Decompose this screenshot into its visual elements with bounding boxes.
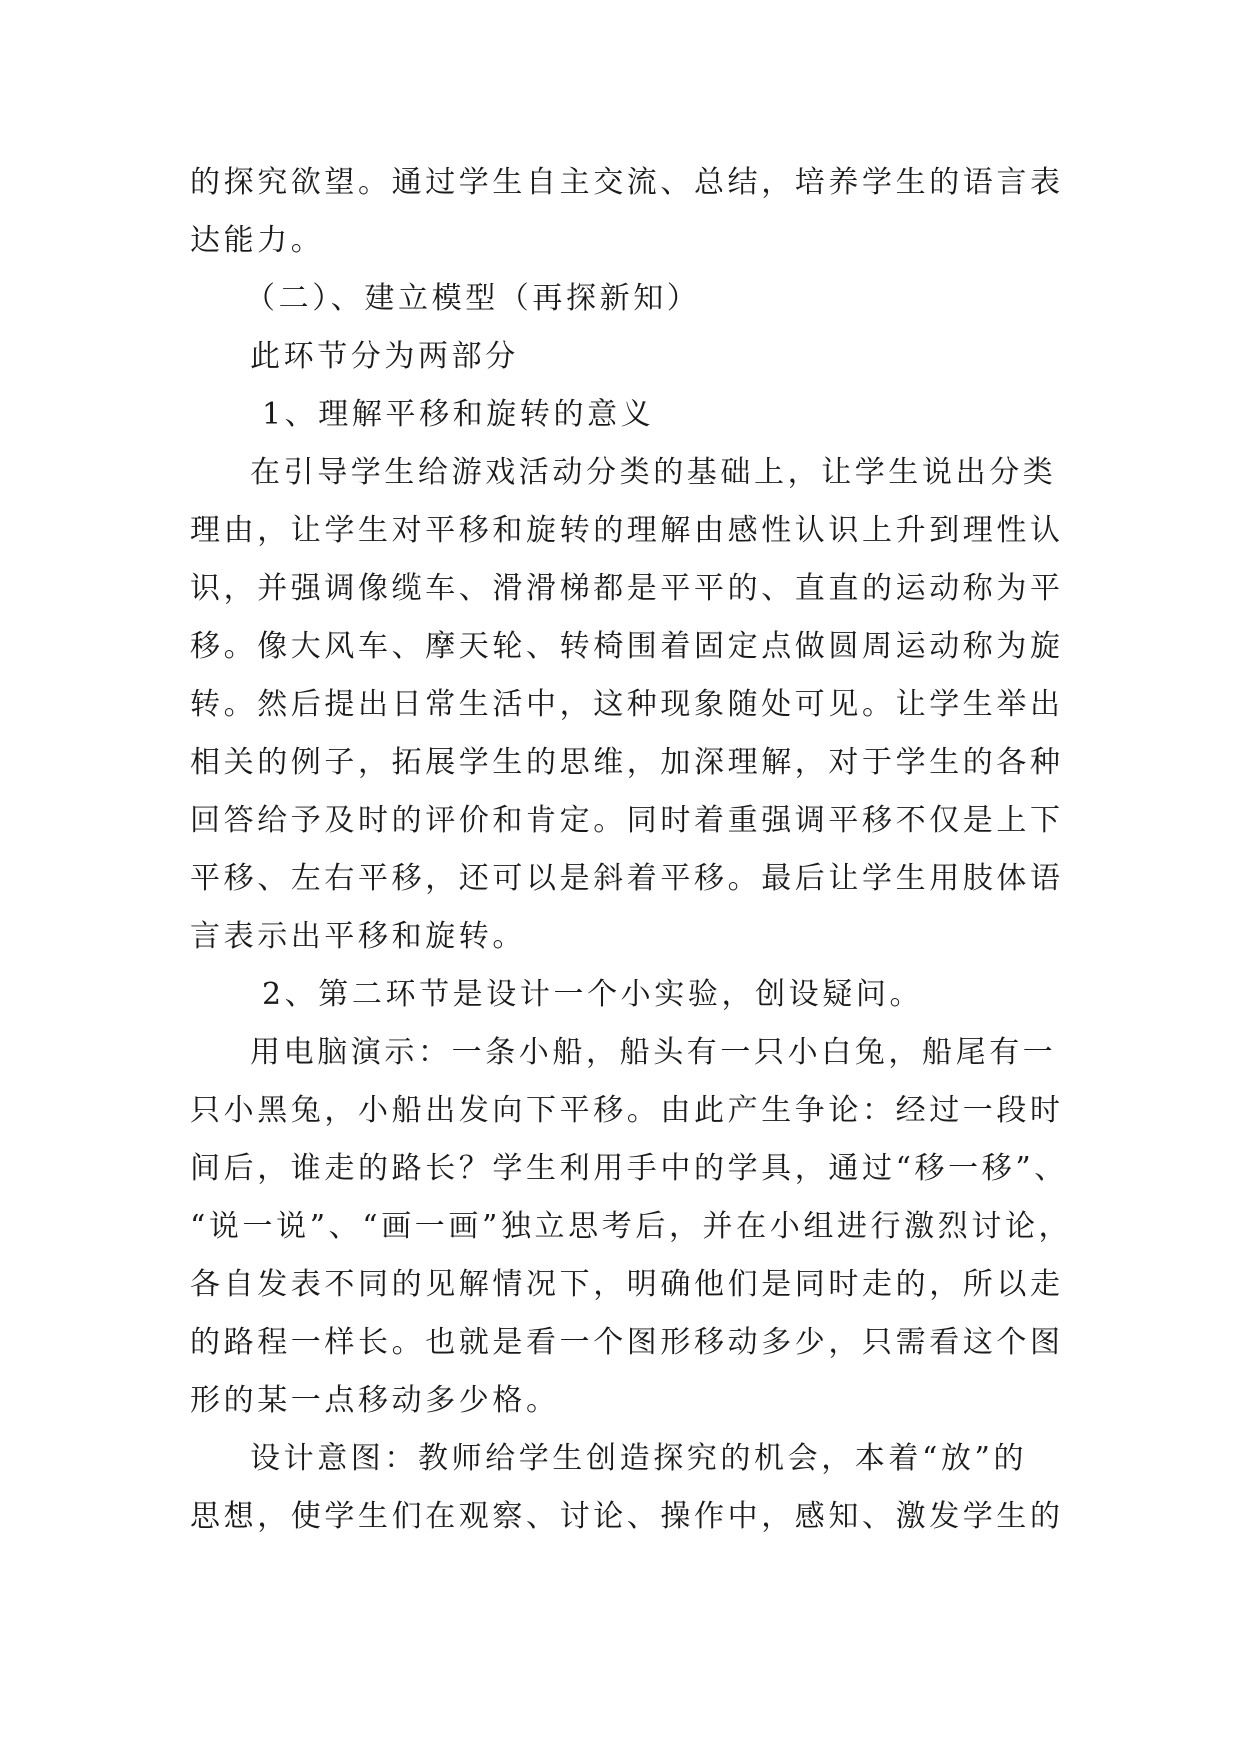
paragraph-line: 思想，使学生们在观察、讨论、操作中，感知、激发学生的 bbox=[190, 1499, 1064, 1534]
subsection-heading: 2、第二环节是设计一个小实验，创设疑问。 bbox=[262, 977, 924, 1012]
paragraph-line: 言表示出平移和旋转。 bbox=[190, 919, 526, 954]
paragraph-line: 形的某一点移动多少格。 bbox=[190, 1383, 560, 1418]
paragraph-line: 只小黑兔，小船出发向下平移。由此产生争论：经过一段时 bbox=[190, 1093, 1064, 1128]
paragraph-line: 识，并强调像缆车、滑滑梯都是平平的、直直的运动称为平 bbox=[190, 571, 1064, 606]
paragraph-line: 达能力。 bbox=[190, 223, 325, 258]
paragraph-line: 回答给予及时的评价和肯定。同时着重强调平移不仅是上下 bbox=[190, 803, 1064, 838]
paragraph-line: 转。然后提出日常生活中，这种现象随处可见。让学生举出 bbox=[190, 687, 1064, 722]
paragraph-line: 的探究欲望。通过学生自主交流、总结，培养学生的语言表 bbox=[190, 165, 1064, 200]
paragraph-line: 移。像大风车、摩天轮、转椅围着固定点做圆周运动称为旋 bbox=[190, 629, 1064, 664]
paragraph-line: 各自发表不同的见解情况下，明确他们是同时走的，所以走 bbox=[190, 1267, 1064, 1302]
paragraph-line: 用电脑演示：一条小船，船头有一只小白兔，船尾有一 bbox=[250, 1035, 1057, 1070]
paragraph-line: 在引导学生给游戏活动分类的基础上，让学生说出分类 bbox=[250, 455, 1057, 490]
paragraph-line: 间后，谁走的路长？学生利用手中的学具，通过“移一移”、 bbox=[190, 1151, 1068, 1186]
section-heading: （二）、建立模型（再探新知） bbox=[245, 281, 701, 316]
paragraph-line: 此环节分为两部分 bbox=[250, 339, 519, 374]
paragraph-line: 相关的例子，拓展学生的思维，加深理解，对于学生的各种 bbox=[190, 745, 1064, 780]
subsection-heading: 1、理解平移和旋转的意义 bbox=[262, 397, 655, 432]
paragraph-line: 理由，让学生对平移和旋转的理解由感性认识上升到理性认 bbox=[190, 513, 1064, 548]
paragraph-line: “说一说”、“画一画”独立思考后，并在小组进行激烈讨论， bbox=[190, 1209, 1073, 1244]
paragraph-line: 的路程一样长。也就是看一个图形移动多少，只需看这个图 bbox=[190, 1325, 1064, 1360]
paragraph-line: 设计意图：教师给学生创造探究的机会，本着“放”的 bbox=[250, 1441, 1028, 1476]
paragraph-line: 平移、左右平移，还可以是斜着平移。最后让学生用肢体语 bbox=[190, 861, 1064, 896]
